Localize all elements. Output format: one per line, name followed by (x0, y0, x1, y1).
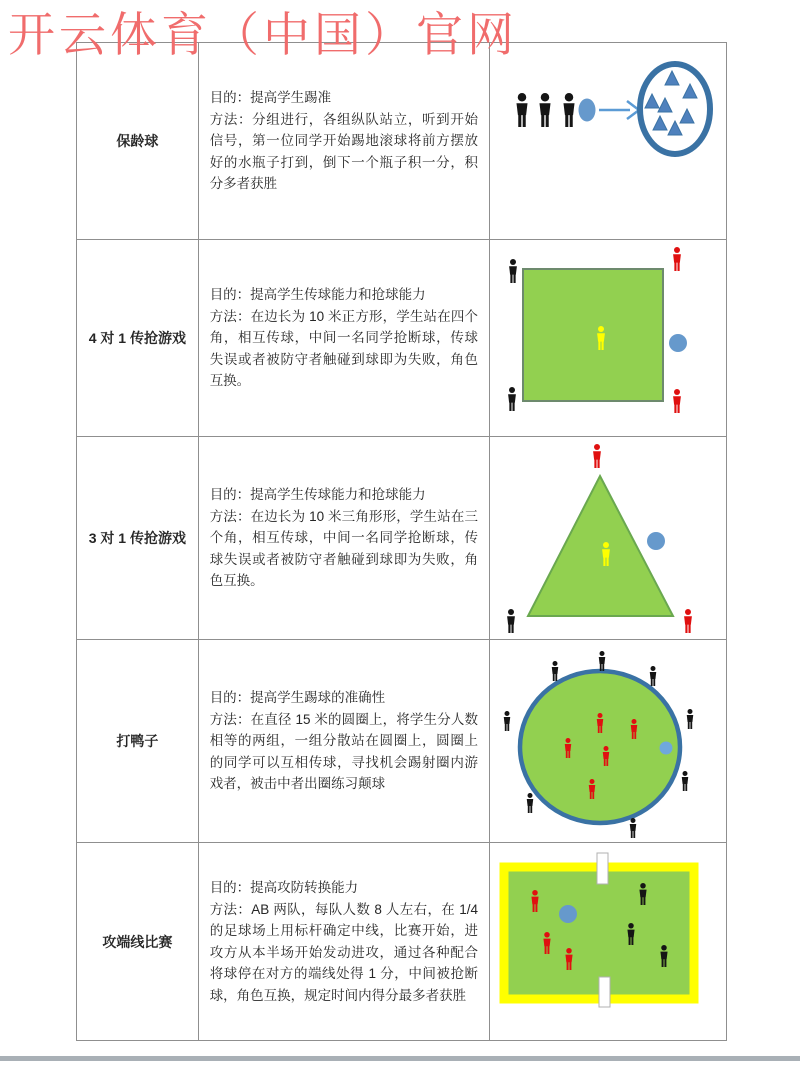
game-name: 保龄球 (116, 133, 159, 149)
game-name-cell (77, 640, 199, 842)
player-black-icon (599, 651, 606, 671)
player-black-icon (507, 609, 515, 633)
game-name-cell (77, 43, 199, 239)
ball-icon (579, 98, 596, 121)
method-text: 方法：在直径 15 米的圆圈上，将学生分人数相等的两组，一组分散站在圆圈上，圆圈上的同学可以互相传球，寻找机会踢射圈内游戏者，被击中者出圈练习颠球 (209, 711, 478, 792)
square-field (523, 269, 663, 401)
diagram-cell (490, 640, 726, 842)
ball-icon (660, 741, 673, 754)
game-name-cell (77, 437, 199, 639)
method-text: 方法：分组进行，各组纵队站立，听到开始信号，第一位同学开始踢地滚球将前方摆放好的水瓶子打到，倒下一个瓶子积一分，积分多者获胜 (209, 111, 478, 192)
player-black-icon (508, 387, 516, 411)
player-black-icon (682, 771, 689, 791)
game-desc-cell (199, 43, 490, 239)
player-red-icon (593, 444, 601, 468)
marker-pole-bottom (599, 977, 610, 1007)
game-name-cell (77, 843, 199, 1040)
ball-icon (647, 532, 665, 550)
player-black-icon (563, 93, 574, 127)
method-text: 方法：AB 两队，每队人数 8 人左右，在 1/4 的足球场上用标杆确定中线，比赛开始，进攻方从本半场开始发动进攻，通过各种配合将球停在对方的端线处得 1 分，中间被抢断球，角色互换，规定时间内得分最多者获胜 (209, 901, 478, 1003)
game-name-cell (77, 240, 199, 436)
player-black-icon (552, 661, 559, 681)
player-black-icon (516, 93, 527, 127)
ball-icon (559, 905, 577, 923)
method-text: 方法：在边长为 10 米正方形，学生站在四个角，相互传球，中间一名同学抢断球，传球失误或者被防守者触碰到球即为失败，角色互换。 (209, 308, 478, 389)
game-name: 打鸭子 (116, 733, 159, 749)
player-black-icon (630, 818, 637, 838)
diagram-cell (490, 240, 726, 436)
circle-field-diagram (490, 641, 726, 842)
game-name: 攻端线比赛 (102, 933, 173, 950)
purpose-text: 目的：提高攻防转换能力 (209, 880, 359, 895)
purpose-text: 目的：提高学生踢球的准确性 (209, 690, 386, 706)
diagram-cell (490, 437, 726, 639)
table-row (77, 640, 726, 843)
square-field-diagram (490, 241, 726, 436)
game-desc-cell (199, 240, 490, 436)
table-row (77, 240, 726, 437)
player-black-icon (539, 93, 550, 127)
game-desc-cell (199, 843, 490, 1040)
circle-field (520, 671, 680, 823)
games-table (76, 42, 727, 1041)
player-black-icon (527, 793, 534, 813)
rect-field-diagram (490, 844, 726, 1039)
player-red-icon (673, 389, 681, 413)
marker-pole-top (597, 853, 608, 884)
ball-icon (669, 334, 687, 352)
diagram-cell (490, 43, 726, 239)
player-black-icon (509, 259, 517, 283)
diagram-cell (490, 843, 726, 1040)
watermark-text: 开云体育（中国）官网 (8, 10, 518, 62)
player-black-icon (687, 709, 694, 729)
game-name: 4 对 1 传抢游戏 (88, 330, 186, 346)
game-desc-cell (199, 437, 490, 639)
bowling-diagram (490, 44, 726, 239)
triangle-field-diagram (490, 438, 726, 639)
game-desc-cell (199, 640, 490, 842)
table-row (77, 437, 726, 640)
table-row (77, 43, 726, 240)
player-red-icon (673, 247, 681, 271)
table-row (77, 843, 726, 1040)
player-black-icon (650, 666, 657, 686)
player-red-icon (684, 609, 692, 633)
game-name: 3 对 1 传抢游戏 (88, 530, 186, 546)
purpose-text: 目的：提高学生踢准 (209, 90, 332, 106)
page-bottom-divider (0, 1056, 800, 1061)
player-black-icon (504, 711, 511, 731)
purpose-text: 目的：提高学生传球能力和抢球能力 (209, 487, 426, 503)
method-text: 方法：在边长为 10 米三角形形，学生站在三个角，相互传球，中间一名同学抢断球，传球失误或者被防守者触碰到球即为失败，角色互换。 (209, 508, 478, 589)
purpose-text: 目的：提高学生传球能力和抢球能力 (209, 287, 426, 303)
